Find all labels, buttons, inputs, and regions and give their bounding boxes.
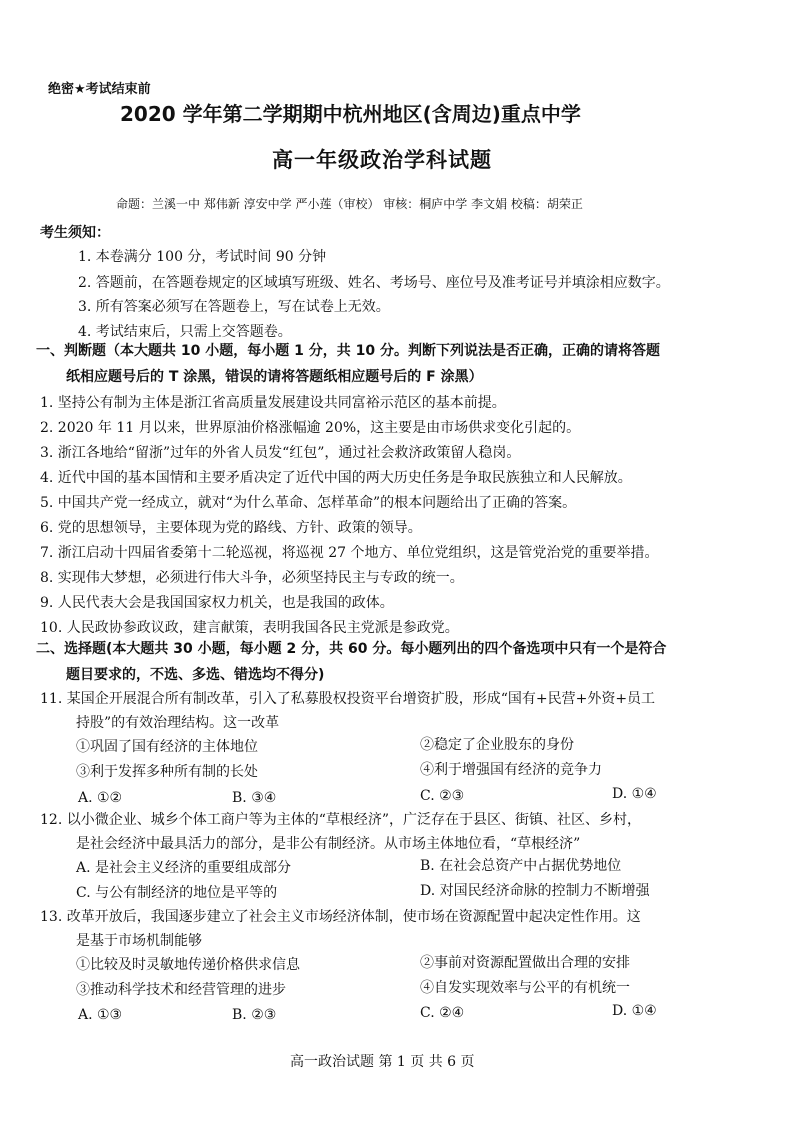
question-13-statement: ③推动科学技术和经营管理的进步 [76,982,286,998]
notice-item: 3. 所有答案必须写在答题卷上，写在试卷上无效。 [78,299,390,315]
section2-heading-cont: 题目要求的，不选、多选、错选均不得分) [66,667,325,683]
exam-title: 2020 学年第二学期期中杭州地区(含周边)重点中学 [120,102,581,126]
notice-item: 4. 考试结束后，只需上交答题卷。 [78,324,292,340]
question-13-statement: ①比较及时灵敏地传递价格供求信息 [76,957,300,973]
question-13-stem: 13. 改革开放后，我国逐步建立了社会主义市场经济体制，使市场在资源配置中起决定性作用。这 [40,909,641,925]
question-12-option-b: B. 在社会总资产中占据优势地位 [420,858,622,874]
judgment-item: 8. 实现伟大梦想，必须进行伟大斗争，必须坚持民主与专政的统一。 [40,570,464,586]
notice-item: 1. 本卷满分 100 分，考试时间 90 分钟 [78,249,327,265]
question-13-option-d: D. ①④ [612,1003,657,1019]
question-11-option-a: A. ①② [78,790,123,806]
exam-subtitle: 高一年级政治学科试题 [272,148,492,172]
judgment-item: 1. 坚持公有制为主体是浙江省高质量发展建设共同富裕示范区的基本前提。 [40,395,506,411]
judgment-item: 2. 2020 年 11 月以来，世界原油价格涨幅逾 20%，这主要是由市场供求变化引起的。 [40,420,581,436]
judgment-item: 7. 浙江启动十四届省委第十二轮巡视，将巡视 27 个地方、单位党组织，这是管党治党的重要举措。 [40,545,659,561]
question-13-option-a: A. ①③ [78,1007,123,1023]
question-11-stem: 11. 某国企开展混合所有制改革，引入了私募股权投资平台增资扩股，形成“国有+民营+外资+员工 [40,691,656,707]
question-13-statement: ②事前对资源配置做出合理的安排 [420,955,630,971]
question-11-stem-cont: 持股”的有效治理结构。这一改革 [76,715,280,731]
question-13-option-c: C. ②④ [420,1005,465,1021]
question-12-option-d: D. 对国民经济命脉的控制力不断增强 [420,883,650,899]
confidential-mark: 绝密★考试结束前 [48,82,151,97]
question-11-option-c: C. ②③ [420,788,465,804]
section2-heading: 二、选择题(本大题共 30 小题，每小题 2 分，共 60 分。每小题列出的四个备选项中只有一个是符合 [36,641,667,657]
question-11-statement: ①巩固了国有经济的主体地位 [76,739,258,755]
judgment-item: 3. 浙江各地给“留浙”过年的外省人员发“红包”，通过社会救济政策留人稳岗。 [40,445,521,461]
judgment-item: 4. 近代中国的基本国情和主要矛盾决定了近代中国的两大历史任务是争取民族独立和人民解放。 [40,470,632,486]
question-11-option-d: D. ①④ [612,786,657,802]
page-footer: 高一政治试题 第 1 页 共 6 页 [290,1054,475,1070]
question-12-option-c: C. 与公有制经济的地位是平等的 [76,885,278,901]
question-13-statement: ④自发实现效率与公平的有机统一 [420,980,630,996]
judgment-item: 5. 中国共产党一经成立，就对“为什么革命、怎样革命”的根本问题给出了正确的答案。 [40,495,577,511]
question-11-option-b: B. ③④ [232,790,277,806]
section1-heading: 一、判断题（本大题共 10 小题，每小题 1 分，共 10 分。判断下列说法是否正确，正确的请将答题 [36,343,660,359]
question-12-stem: 12. 以小微企业、城乡个体工商户等为主体的“草根经济”，广泛存在于县区、街镇、社区、乡村， [40,812,642,828]
question-12-option-a: A. 是社会主义经济的重要组成部分 [76,860,292,876]
question-13-option-b: B. ②③ [232,1007,277,1023]
question-13-stem-cont: 是基于市场机制能够 [76,933,202,949]
notice-item: 2. 答题前，在答题卷规定的区域填写班级、姓名、考场号、座位号及准考证号并填涂相应数字。 [78,275,670,291]
section1-heading-cont: 纸相应题号后的 T 涂黑，错误的请将答题纸相应题号后的 F 涂黑） [66,369,483,385]
credits-line: 命题：兰溪一中 郑伟新 淳安中学 严小莲（审校） 审核：桐庐中学 李文娟 校稿：胡荣正 [116,197,583,211]
question-11-statement: ③利于发挥多种所有制的长处 [76,764,258,780]
question-11-statement: ④利于增强国有经济的竞争力 [420,762,602,778]
judgment-item: 6. 党的思想领导，主要体现为党的路线、方针、政策的领导。 [40,520,422,536]
question-12-stem-cont: 是社会经济中最具活力的部分，是非公有制经济。从市场主体地位看，“草根经济” [76,836,581,852]
notice-heading: 考生须知： [40,225,110,241]
question-11-statement: ②稳定了企业股东的身份 [420,737,574,753]
judgment-item: 9. 人民代表大会是我国国家权力机关，也是我国的政体。 [40,595,394,611]
judgment-item: 10. 人民政协参政议政，建言献策，表明我国各民主党派是参政党。 [40,620,459,636]
